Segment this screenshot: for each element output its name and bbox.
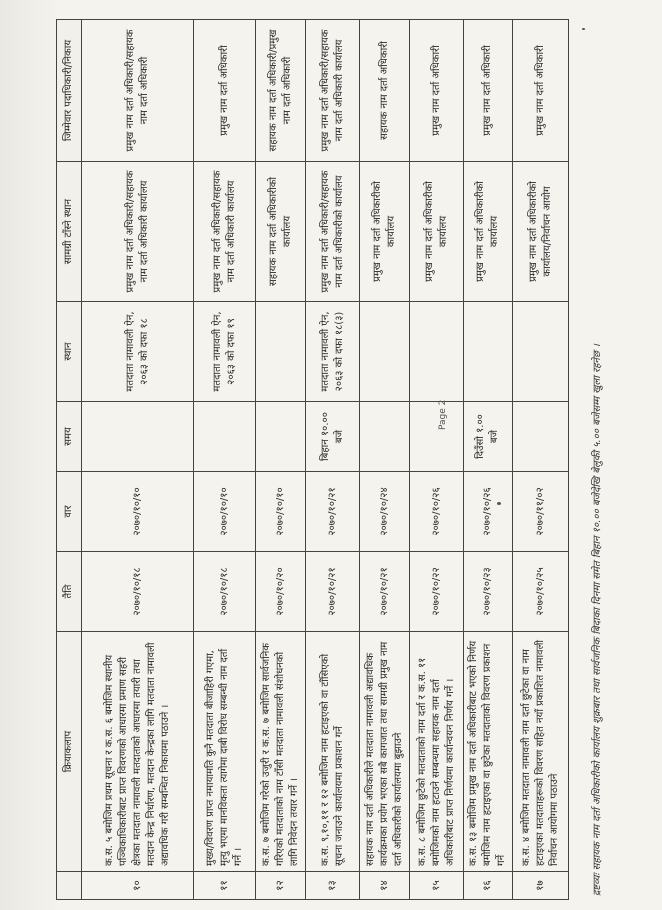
row-pasted-place: सहायक नाम दर्ता अधिकारीको कार्यालय (256, 162, 306, 302)
row-date: २०७०/१०/२० (256, 552, 306, 632)
row-time (194, 402, 256, 472)
row-pasted-place: प्रमुख नाम दर्ता अधिकारी/सहायक नाम दर्ता अधिकारीको कार्यालय (306, 162, 360, 302)
row-pasted-place: प्रमुख नाम दर्ता अधिकारीको कार्यालय/निर्वाचन आयोग (513, 162, 569, 302)
row-location (410, 302, 464, 402)
scan-speck (497, 502, 501, 505)
row-day: २०७०/१०/१० (82, 472, 194, 552)
header-responsible: जिम्मेवार पदाधिकारी/निकाय (57, 20, 82, 162)
row-location (513, 302, 569, 402)
row-pasted-place: प्रमुख नाम दर्ता अधिकारी/सहायक नाम दर्ता अधिकारी कार्यालय (82, 162, 194, 302)
row-responsible: सहायक नाम दर्ता अधिकारी/प्रमुख नाम दर्ता अधिकारी (256, 20, 306, 162)
row-serial: १३ (306, 872, 360, 900)
row-time: बिहान १०.०० बजे (306, 402, 360, 472)
header-serial (57, 872, 82, 900)
row-date: २०७०/१०/१८ (82, 552, 194, 632)
row-day: २०७०/१०/१० (194, 472, 256, 552)
row-location: मतदाता नामावली ऐन, २०६३ को दफा १८(३) (306, 302, 360, 402)
scan-speck (582, 28, 585, 30)
row-day: २०७०/१०/२६ (410, 472, 464, 552)
table-row (410, 20, 464, 900)
row-day: २०७०/१०/२१ (306, 472, 360, 552)
row-date: २०७०/१०/२१ (306, 552, 360, 632)
row-serial: १० (82, 872, 194, 900)
row-activity: क.स. ५ बमोजिम प्रथम सूचना र क.स. ६ बमोजिम स्थानीय पञ्चिकाधिकारीबाट प्राप्त विवरणको आधारमा प्रमाण सहरी क्षेत्रका मतदाता नामावली मतदाताको आधारमा तयारी तथा मतदान केन्द्र निर्धारण, मतदान केन्द्रका लागि मतदाता नामावली अद्यावधिक गरी सम्बन्धित निकायमा पठाउने । (82, 632, 194, 872)
schedule-table (56, 19, 569, 900)
row-time (360, 402, 410, 472)
row-serial: १२ (256, 872, 306, 900)
row-responsible: प्रमुख नाम दर्ता अधिकारी (513, 20, 569, 162)
row-date: २०७०/१०/२५ (513, 552, 569, 632)
header-date: तैति (57, 552, 82, 632)
header-day: वार (57, 472, 82, 552)
row-location (360, 302, 410, 402)
row-time (82, 402, 194, 472)
row-serial: १५ (410, 872, 464, 900)
row-serial: १६ (464, 872, 513, 900)
row-day: २०७०/१०/२४ (360, 472, 410, 552)
table-row (306, 20, 360, 900)
scan-margin (0, 0, 60, 910)
row-activity: क.स. ९,१०,११ र १२ बमोजिम नाम हटाइएको वा टाँसिएको सूचना जनाउने कार्यालयमा प्रकाशन गर्ने (306, 632, 360, 872)
row-serial: १४ (360, 872, 410, 900)
row-activity: क.स. ७ बमोजिम गरेको उजुरी र क.स. ७ बमोजिम सार्वजनिक गरिएको मतदाताको नाम टाँसी मतदाता नामावली संशोधनको लागि निवेदन तयार गर्ने । (256, 632, 306, 872)
row-activity: सहायक नाम दर्ता अधिकारीले मतदाता नामावली अद्यावधिक कार्यक्रमका प्रयोग भएका सबै कागजात तथा सामग्री प्रमुख नाम दर्ता अधिकारीको कार्यालयमा बुझाउने (360, 632, 410, 872)
row-day: २०७०/१०/१० (256, 472, 306, 552)
row-location: मतदाता नामावली ऐन, २०६३ को दफा १९ (194, 302, 256, 402)
rotated-document-sheet (56, 10, 616, 900)
row-responsible: सहायक नाम दर्ता अधिकारी (360, 20, 410, 162)
row-pasted-place: प्रमुख नाम दर्ता अधिकारीको कार्यालय (360, 162, 410, 302)
page-number: Page 2 (438, 399, 448, 430)
row-date: २०७०/१०/२३ (464, 552, 513, 632)
row-date: २०७०/१०/१८ (194, 552, 256, 632)
row-pasted-place: प्रमुख नाम दर्ता अधिकारीको कार्यालय (410, 162, 464, 302)
row-day: २०७०/१०/२६ (464, 472, 513, 552)
table-row (82, 20, 194, 900)
header-location: स्थान (57, 302, 82, 402)
table-row (464, 20, 513, 900)
table-row (513, 20, 569, 900)
table-row (360, 20, 410, 900)
header-pasted-place: सामग्री टाँस्ने स्थान (57, 162, 82, 302)
row-pasted-place: प्रमुख नाम दर्ता अधिकारी/सहायक नाम दर्ता अधिकारी कार्यालय (194, 162, 256, 302)
row-serial: १७ (513, 872, 569, 900)
row-serial: ११ (194, 872, 256, 900)
row-location (256, 302, 306, 402)
row-time (256, 402, 306, 472)
row-day: २०७०/११/०२ (513, 472, 569, 552)
row-location: मतदाता नामावली ऐन, २०६३ को दफा १८ (82, 302, 194, 402)
header-activity: क्रियाकलाप (57, 632, 82, 872)
table-row (194, 20, 256, 900)
row-responsible: प्रमुख नाम दर्ता अधिकारी/सहायक नाम दर्ता अधिकारी (82, 20, 194, 162)
row-activity: मुख्य/विवरण प्राप्त नमायामति कुनै मतदाता बीजाहिरी गएमा, मृत्यु भएमा मानविकता त्यागेमा दाबी विरोध सम्बन्धी नाम दर्ता गर्ने । (194, 632, 256, 872)
row-time: दिउँसो १.०० बजे (464, 402, 513, 472)
row-activity: क.स. १३ बमोजिम प्रमुख नाम दर्ता अधिकारीबाट भएको निर्णय बमोजिम नाम हटाइएका वा छुटेका मतदाताको विवरण प्रकाशन गर्ने (464, 632, 513, 872)
row-location (464, 302, 513, 402)
table-header-row (57, 20, 82, 900)
row-responsible: प्रमुख नाम दर्ता अधिकारी/सहायक नाम दर्ता अधिकारी कार्यालय (306, 20, 360, 162)
row-pasted-place: प्रमुख नाम दर्ता अधिकारीको कार्यालय (464, 162, 513, 302)
row-responsible: प्रमुख नाम दर्ता अधिकारी (410, 20, 464, 162)
row-activity: क.स. ४ बमोजिम मतदाता नामावली नाम दर्ता छुटेका वा नाम हटाइएका मतदाताहरूको विवरण सहित नयाँ प्रकाशित नामावली निर्वाचन आयोगमा पठाउने (513, 632, 569, 872)
table-row (256, 20, 306, 900)
row-time (513, 402, 569, 472)
row-responsible: प्रमुख नाम दर्ता अधिकारी (464, 20, 513, 162)
footer-note: द्रष्टव्यः सहायक नाम दर्ता अधिकारीको कार्यालय शुक्रबार तथा सार्वजनिक बिदाका दिनमा समेत बिहान १०.०० बजेदेखि बेलुकी ५.०० बजेसम्म खुला रहनेछ । (592, 344, 603, 896)
row-activity: क.स. ८ बमोजिम छुटेको मतदाताको नाम दर्ता र क.स. ११ बमोजिमको नाम हटाउने सम्बन्धमा सहायक नाम दर्ता अधिकारीबाट प्राप्त निर्णयमा कार्यान्वयन निर्णय गर्ने । (410, 632, 464, 872)
row-date: २०७०/१०/२२ (410, 552, 464, 632)
row-date: २०७०/१०/२१ (360, 552, 410, 632)
row-responsible: प्रमुख नाम दर्ता अधिकारी (194, 20, 256, 162)
header-time: समय (57, 402, 82, 472)
row-time (410, 399, 464, 472)
